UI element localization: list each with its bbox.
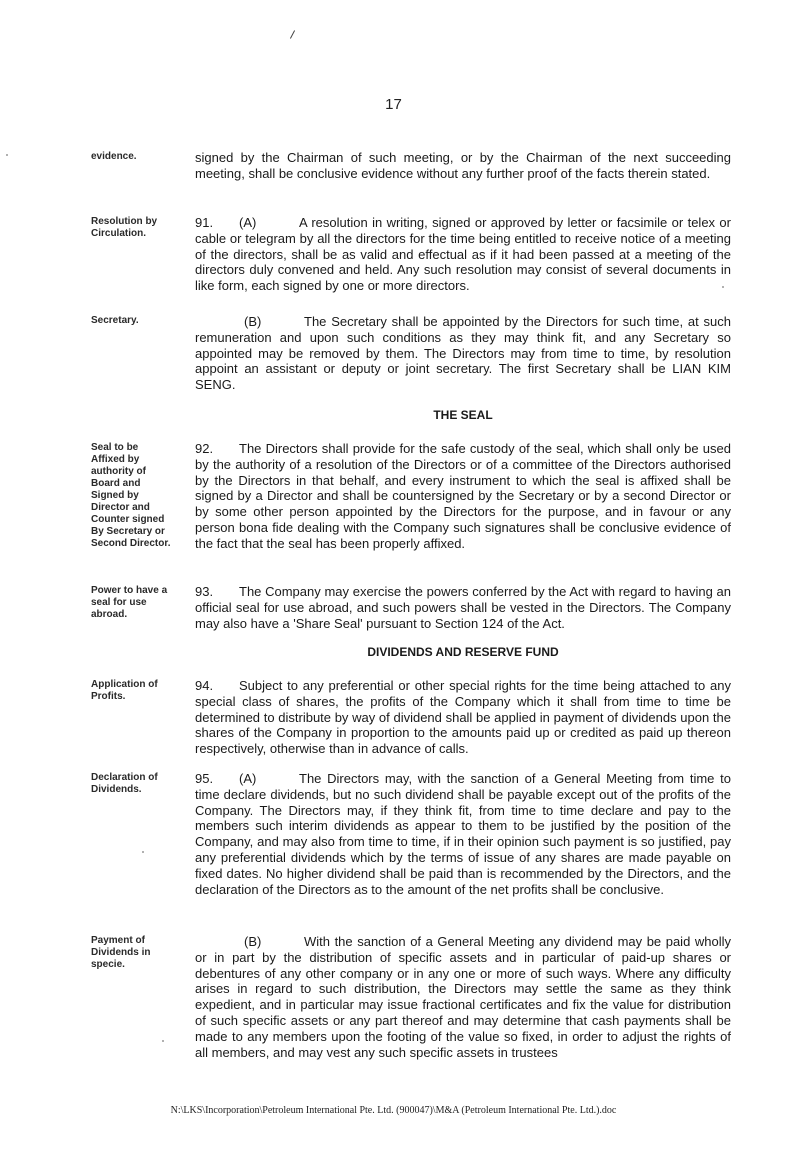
page-number: 17 bbox=[385, 96, 402, 113]
clause-number: 94. bbox=[195, 678, 214, 693]
clause-91b bbox=[195, 314, 731, 393]
clause-text: The Company may exercise the powers conferred by the Act with regard to having an official seal for use abroad, and such powers shall be vested in the Directors. The Company may also have a 'Share Seal' pursuant to Section 124 of the Act. bbox=[195, 584, 731, 631]
margin-note-resolution: Resolution by Circulation. bbox=[91, 216, 158, 239]
margin-note-declaration: Declaration of Dividends. bbox=[91, 772, 158, 795]
clause-sub: (A) bbox=[239, 771, 257, 786]
scan-mark bbox=[290, 30, 295, 38]
clause-number: 95. bbox=[195, 771, 214, 786]
clause-number: 91. bbox=[195, 215, 214, 230]
clause-sub: (A) bbox=[239, 215, 257, 230]
scan-speck bbox=[142, 851, 144, 853]
heading-the-seal: THE SEAL bbox=[433, 408, 493, 422]
clause-text: The Directors shall provide for the safe custody of the seal, which shall only be used by the authority of a resolution of the Directors or of a committee of the Directors authorised by the Directors in that behalf, and every instrument to which the seal is affixed shall be signed by a Director and shall be countersigned by the Secretary or by a second Director or by some other person appointed by the Directors for the purpose, and in favour or any person bona fide dealing with the Company such signatures shall be conclusive evidence of the fact that the seal has been properly affixed. bbox=[195, 441, 731, 551]
clause-95a bbox=[195, 771, 731, 897]
scan-speck bbox=[6, 154, 8, 156]
clause-90-continuation bbox=[195, 150, 731, 182]
file-path-footer: N:\LKS\Incorporation\Petroleum International Pte. Ltd. (900047)\M&A (Petroleum International Pte. Ltd.).doc bbox=[170, 1105, 617, 1116]
clause-text: Subject to any preferential or other special rights for the time being attached to any special class of shares, the profits of the Company which it shall from time to time be determined to distribute by way of dividend shall be applied in payment of dividends upon the shares of the Company in proportion to the amounts paid up or credited as paid up thereon respectively, otherwise than in advance of calls. bbox=[195, 678, 731, 757]
clause-95b bbox=[195, 934, 731, 1060]
clause-sub: (B) bbox=[244, 314, 262, 329]
clause-91a bbox=[195, 215, 731, 294]
scan-speck bbox=[162, 1040, 164, 1042]
margin-note-secretary: Secretary. bbox=[91, 315, 139, 326]
heading-dividends: DIVIDENDS AND RESERVE FUND bbox=[367, 645, 559, 659]
clause-94 bbox=[195, 678, 731, 757]
clause-text: With the sanction of a General Meeting any dividend may be paid wholly or in part by the distribution of specific assets and in particular of paid-up shares or debentures of any other company or in any one or more of such ways. Where any difficulty arises in regard to such distribution, the Directors may settle the same as they think expedient, and in particular may issue fractional certificates and fix the value for distribution of such specific assets or any part thereof and may determine that cash payments shall be made to any members upon the footing of the value so fixed, in order to adjust the rights of all members, and may vest any such specific assets in trustees bbox=[195, 934, 731, 1060]
clause-text: The Secretary shall be appointed by the Directors for such time, at such remuneration and upon such conditions as they may think fit, and any Secretary so appointed may be removed by them. The Directors may from time to time, by resolution appoint an assistant or deputy or joint secretary. The first Secretary shall be LIAN KIM SENG. bbox=[195, 314, 731, 393]
margin-note-payment: Payment of Dividends in specie. bbox=[91, 935, 151, 970]
clause-text: A resolution in writing, signed or approved by letter or facsimile or telex or cable or telegram by all the directors for the time being entitled to receive notice of a meeting of the directors, shall be as valid and effectual as if it had been passed at a meeting of the directors duly convened and held. Any such resolution may consist of several documents in like form, each signed by one or more directors. bbox=[195, 215, 731, 294]
clause-92 bbox=[195, 441, 731, 552]
clause-93 bbox=[195, 584, 731, 631]
margin-note-evidence: evidence. bbox=[91, 151, 137, 162]
clause-number: 93. bbox=[195, 584, 214, 599]
scan-speck bbox=[722, 286, 724, 288]
clause-text: signed by the Chairman of such meeting, or by the Chairman of the next succeeding meeting, shall be conclusive evidence without any further proof of the facts therein stated. bbox=[195, 150, 731, 181]
clause-sub: (B) bbox=[244, 934, 262, 949]
margin-note-seal-abroad: Power to have a seal for use abroad. bbox=[91, 585, 168, 620]
clause-number: 92. bbox=[195, 441, 214, 456]
clause-text: The Directors may, with the sanction of a General Meeting from time to time declare dividends, but no such dividend shall be payable except out of the profits of the Company. The Directors may, if they think fit, from time to time declare and pay to the members such interim dividends as appear to them to be justified by the position of the Company, and may also from time to time, if in their opinion such payment is so justified, pay any preferential dividends which by the terms of issue of any shares are made payable on fixed dates. No higher dividend shall be paid than is recommended by the Directors, and the declaration of the Directors as to the amount of the net profits shall be conclusive. bbox=[195, 771, 731, 897]
margin-note-seal-affixed: Seal to be Affixed by authority of Board and Signed by Director and Counter signed By Secretary or Second Director. bbox=[91, 442, 171, 549]
margin-note-application: Application of Profits. bbox=[91, 679, 158, 702]
